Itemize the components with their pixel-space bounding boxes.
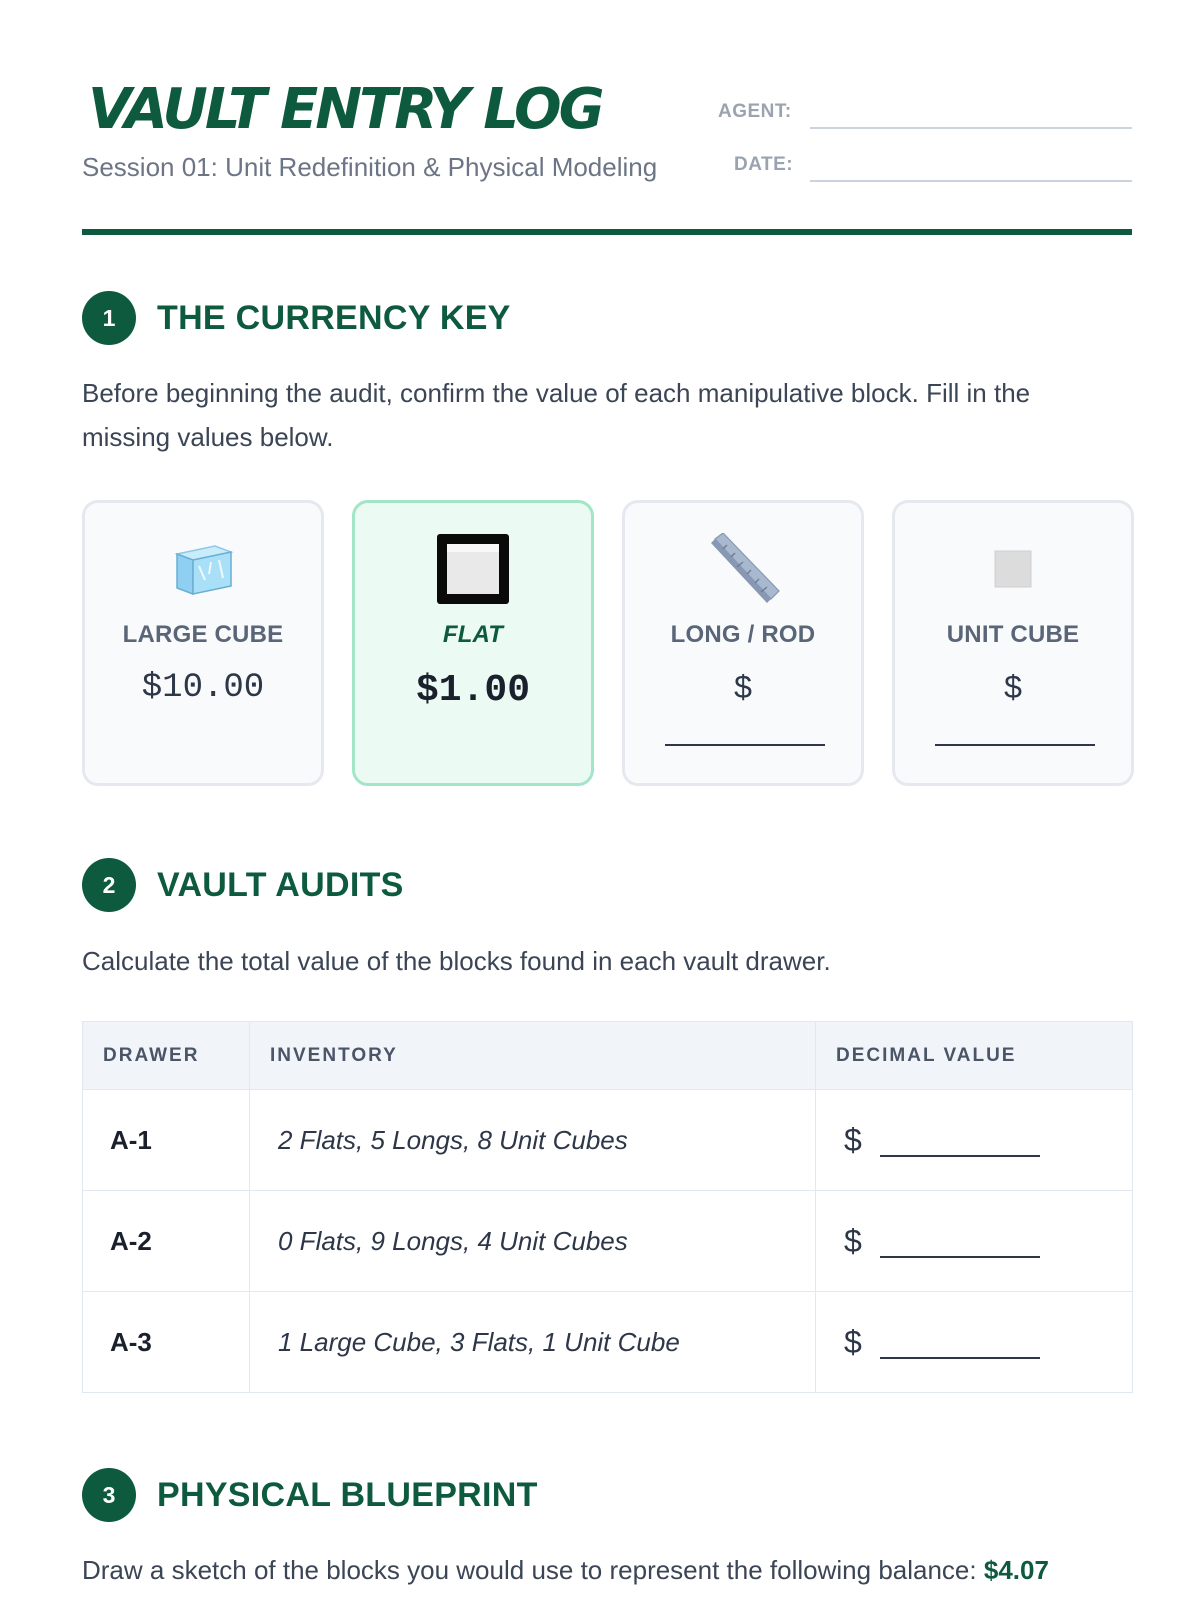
header-divider [82,229,1132,235]
blueprint-instructions-text: Draw a sketch of the blocks you would use to represent the following balance: [82,1555,977,1585]
card-label: UNIT CUBE [946,621,1080,648]
header [82,0,1132,240]
page-title: VAULT ENTRY LOG [88,77,602,142]
table-row [83,1292,1133,1393]
agent-label: AGENT: [718,101,792,122]
decimal-value-cell [816,1292,1133,1393]
section-title: VAULT AUDITS [157,865,404,904]
card-value-field[interactable] [935,744,1095,746]
column-header-inventory: INVENTORY [250,1022,816,1090]
card-unit-cube [892,500,1134,786]
card-value: $1.00 [415,669,531,712]
inventory-text: 0 Flats, 9 Longs, 4 Unit Cubes [250,1191,816,1292]
card-currency-symbol: $ [734,669,752,705]
section-currency-key-heading [82,291,511,345]
decimal-value-cell [816,1191,1133,1292]
card-label: FLAT [442,621,504,648]
currency-cards [82,500,1132,790]
table-row [83,1090,1133,1191]
column-header-drawer: DRAWER [83,1022,250,1090]
vault-audits-instructions: Calculate the total value of the blocks found in each vault drawer. [82,946,831,976]
card-value: $10.00 [141,669,265,707]
drawer-id: A-1 [83,1090,250,1191]
section-number-badge: 3 [82,1468,136,1522]
drawer-id: A-2 [83,1191,250,1292]
black-square-icon [355,531,591,607]
decimal-value-field[interactable] [880,1357,1040,1359]
table-header-row [83,1022,1133,1090]
section-number-badge: 2 [82,858,136,912]
currency-symbol: $ [844,1222,862,1259]
date-label: DATE: [734,154,794,175]
drawer-id: A-3 [83,1292,250,1393]
section-title: THE CURRENCY KEY [157,298,511,337]
card-label: LARGE CUBE [122,621,284,648]
table-row [83,1191,1133,1292]
inventory-text: 2 Flats, 5 Longs, 8 Unit Cubes [250,1090,816,1191]
section-vault-audits-heading [82,858,404,912]
decimal-value-cell [816,1090,1133,1191]
blueprint-instructions [82,1548,1142,1592]
card-currency-symbol: $ [1004,669,1022,705]
currency-symbol: $ [844,1323,862,1360]
card-flat [352,500,594,786]
section-title: PHYSICAL BLUEPRINT [157,1475,538,1514]
card-large-cube [82,500,324,786]
agent-field[interactable] [810,127,1132,129]
date-field[interactable] [810,180,1132,182]
decimal-value-field[interactable] [880,1256,1040,1258]
decimal-value-field[interactable] [880,1155,1040,1157]
small-square-icon [895,531,1131,607]
card-value-field[interactable] [665,744,825,746]
currency-symbol: $ [844,1121,862,1158]
card-long-rod [622,500,864,786]
page-subtitle: Session 01: Unit Redefinition & Physical Modeling [82,152,658,182]
card-label: LONG / ROD [670,621,816,648]
column-header-decimal-value: DECIMAL VALUE [816,1022,1133,1090]
ice-cube-icon [85,531,321,607]
currency-key-instructions: Before beginning the audit, confirm the value of each manipulative block. Fill in the missing values below. [82,378,1031,452]
target-balance: $4.07 [983,1555,1049,1585]
ruler-icon [625,531,861,607]
inventory-text: 1 Large Cube, 3 Flats, 1 Unit Cube [250,1292,816,1393]
section-physical-blueprint-heading [82,1468,538,1522]
audit-table [82,1021,1133,1393]
section-number-badge: 1 [82,291,136,345]
worksheet-page [82,0,1132,1585]
